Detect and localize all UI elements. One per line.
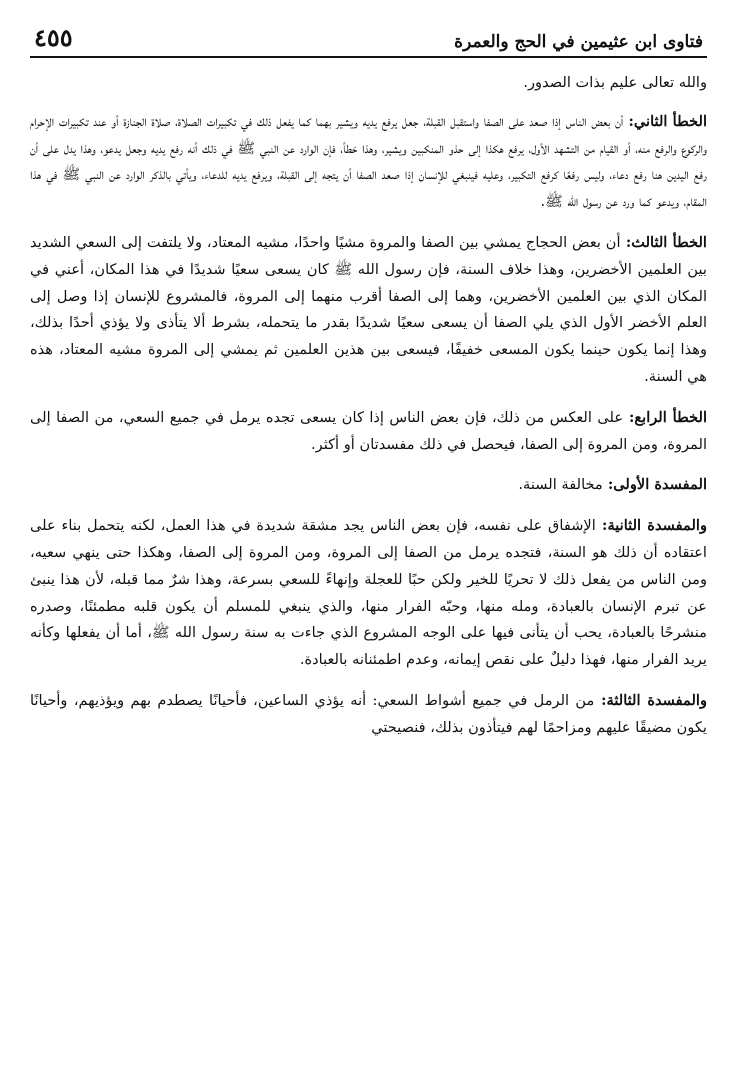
paragraph (30, 472, 707, 499)
heading-separator: : (623, 112, 634, 130)
paragraph-heading: والمفسدة الثالثة (606, 691, 708, 709)
page-number: ٤٥٥ (34, 23, 73, 52)
running-title: فتاوى ابن عثيمين في الحج والعمرة (454, 32, 703, 52)
heading-separator: : (623, 408, 635, 426)
paragraph-heading: والمفسدة الثانية (607, 517, 707, 535)
paragraph-heading: الخطأ الرابع (634, 408, 708, 426)
paragraph-heading: الخطأ الثاني (633, 112, 707, 130)
paragraph-text: والله تعالى عليم بذات الصدور. (523, 74, 707, 91)
paragraph-text: مخالفة السنة. (518, 476, 603, 494)
paragraph (30, 109, 707, 216)
paragraph (30, 405, 707, 459)
paragraph-text: أن بعض الحجاج يمشي بين الصفا والمروة مشيًا واحدًا، مشيه المعتاد، ولا يلتفت إلى السعي الشديد بين العلمين الأخضرين، وهذا خلاف السنة، فإن رسول الله ﷺ كان يسعى سعيًا شديدًا في هذا المكان، أعني في المكان الذي بين العلمين الأخضرين، وهما إلى الصفا أقرب منهما إلى المروة، فالمشروع للإنسان إذا وصل إلى العلم الأخضر الأول الذي يلي الصفا أن يسعى سعيًا شديدًا بقدر ما يتحمله، بشرط ألا يتأذى ولا يؤذي أحدًا بذلك، وهذا إنما يكون حينما يكون المسعى خفيفًا، فيسعى بين هذين العلمين ثم يمشي إلى المروة مشيه المعتاد، هذه هي السنة. (30, 233, 707, 385)
heading-separator: : (620, 233, 632, 251)
paragraph-text: على العكس من ذلك، فإن بعض الناس إذا كان يسعى تجده يرمل في جميع السعي، من الصفا إلى المروة، ومن المروة إلى الصفا، فيحصل في ذلك مفسدتان أو أكثر. (30, 408, 707, 453)
page-body (30, 70, 707, 742)
page-header (30, 22, 707, 58)
paragraph (30, 70, 707, 97)
heading-separator: : (602, 476, 614, 494)
paragraph-text: من الرمل في جميع أشواط السعي: أنه يؤذي الساعين، فأحيانًا يصطدم بهم ويؤذيهم، وأحيانًا يكون مضيقًا عليهم ومزاحمًا لهم فيتأذون بذلك، فنصيحتي (30, 691, 707, 736)
heading-separator: : (594, 691, 607, 709)
paragraph-heading: الخطأ الثالث (631, 233, 707, 251)
heading-separator: : (595, 517, 608, 535)
paragraph-heading: المفسدة الأولى (613, 476, 707, 494)
paragraph-text: أن بعض الناس إذا صعد على الصفا واستقبل القبلة، جعل يرفع يديه ويشير بهما كما يفعل ذلك في تكبيرات الصلاة، صلاة الجنازة أو عند تكبيرات الإحرام والركوع والرفع منه، أو القيام من التشهد الأول، يرفع هكذا إلى حذو المنكبين ويشير، وهذا خطأ، فإن الوارد عن النبي ﷺ في ذلك أنه رفع يديه وجعل يدعو، وهذا يدل على أن رفع اليدين هنا رفع دعاء، وليس رفعًا كرفع التكبير، وعليه فينبغي للإنسان إذا صعد الصفا أن يتجه إلى القبلة، ويرفع يديه للدعاء، ويأتي بالذكر الوارد عن النبي ﷺ في هذا المقام، ويدعو كما ورد عن رسول الله ﷺ. (30, 112, 707, 211)
paragraph (30, 688, 707, 742)
paragraph-text: الإشفاق على نفسه، فإن بعض الناس يجد مشقة شديدة في هذا العمل، لكنه يتحمل بناء على اعتقاده أن ذلك هو السنة، فتجده يرمل من الصفا إلى المروة، ومن المروة إلى الصفا، وهكذا حتى ينهي سعيه، ومن الناس من يفعل ذلك لا تحريًا للخير ولكن حبًا للعجلة وإنهاءً للسعي بسرعة، وهذا شرٌ مما قبله، لأن هذا ينبئ عن تبرم الإنسان بالعبادة، ومله منها، وحبّه الفرار منها، والذي ينبغي للمسلم أن يكون قلبه مطمئنًا، وصدره منشرحًا بالعبادة، يحب أن يتأنى فيها على الوجه المشروع الذي جاءت به سنة رسول الله ﷺ، أما أن يفعلها وكأنه يريد الفرار منها، فهذا دليلٌ على نقص إيمانه، وعدم اطمئنانه بالعبادة. (30, 517, 707, 669)
paragraph (30, 513, 707, 674)
paragraph (30, 230, 707, 391)
